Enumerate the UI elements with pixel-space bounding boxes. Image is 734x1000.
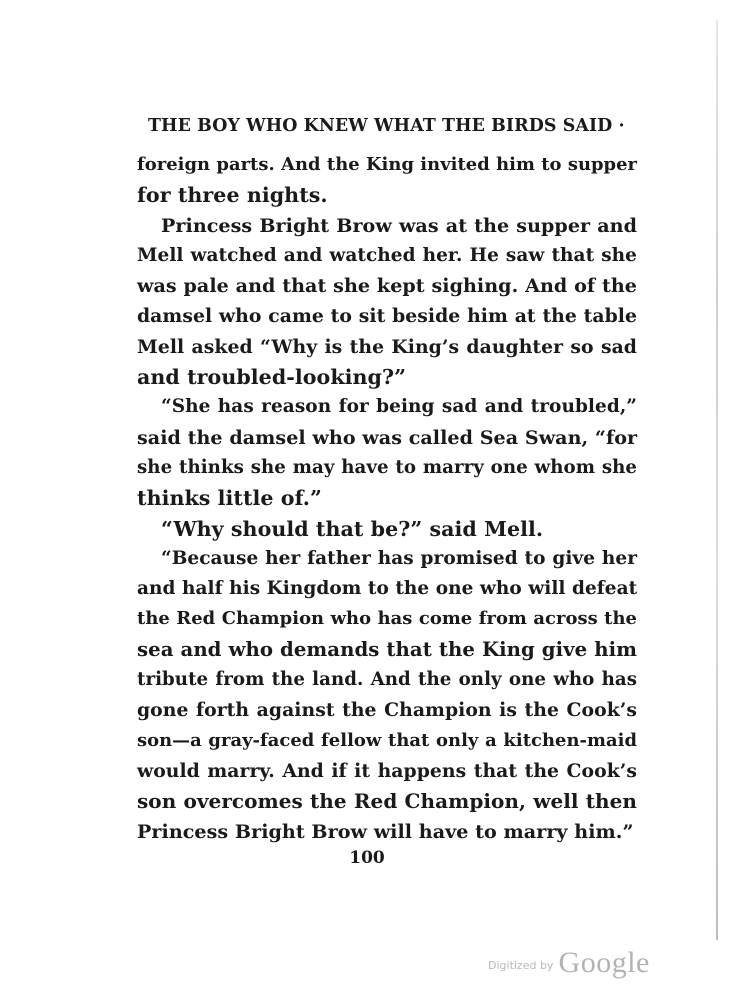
text-line: “Why should that be?” said Mell. [161,516,544,541]
text-line: said the damsel who was called Sea Swan, “for [137,425,638,449]
text-line: foreign parts. And the King invited him to supper [137,154,638,175]
page-number: 100 [349,848,385,868]
text-line: and half his Kingdom to the one who will defeat [137,578,638,600]
text-line: son overcomes the Red Champion, well then [137,789,637,814]
text-line: “Because her father has promised to give her [161,547,637,569]
text-line: would marry. And if it happens that the Cook’s [137,759,637,782]
text-line: gone forth against the Champion is the Cook’s [137,699,637,722]
running-head-title: THE BOY WHO KNEW WHAT THE BIRDS SAID [148,116,613,136]
text-line: Mell watched and watched her. He saw that she [137,244,637,266]
text-line: damsel who came to sit beside him at the table [137,305,637,328]
page-body-text [137,150,637,847]
text-line: she thinks she may have to marry one whom she [137,456,637,478]
scan-edge [716,20,718,940]
text-line: the Red Champion who has come from across the [137,608,637,630]
text-line: Princess Bright Brow will have to marry him.” [137,819,634,843]
text-line: Princess Bright Brow was at the supper and [161,213,637,237]
text-line: Mell asked “Why is the King’s daughter so sad [137,335,637,358]
running-head [148,116,625,136]
text-line: tribute from the land. And the only one who has [137,669,637,691]
text-line: and troubled-looking?” [137,365,406,390]
text-line: “She has reason for being sad and troubled,” [161,396,637,418]
running-head-mark: · [618,116,625,136]
text-line: thinks little of.” [137,486,322,511]
digitized-by-label: Digitized by [488,959,554,972]
google-logo: Google [558,946,650,979]
text-line: son—a gray-faced fellow that only a kitchen-maid [137,729,637,751]
digitized-by-watermark [488,946,650,980]
text-line: for three nights. [137,183,328,208]
text-line: was pale and that she kept sighing. And of the [137,274,637,298]
text-line: sea and who demands that the King give him [137,637,637,661]
